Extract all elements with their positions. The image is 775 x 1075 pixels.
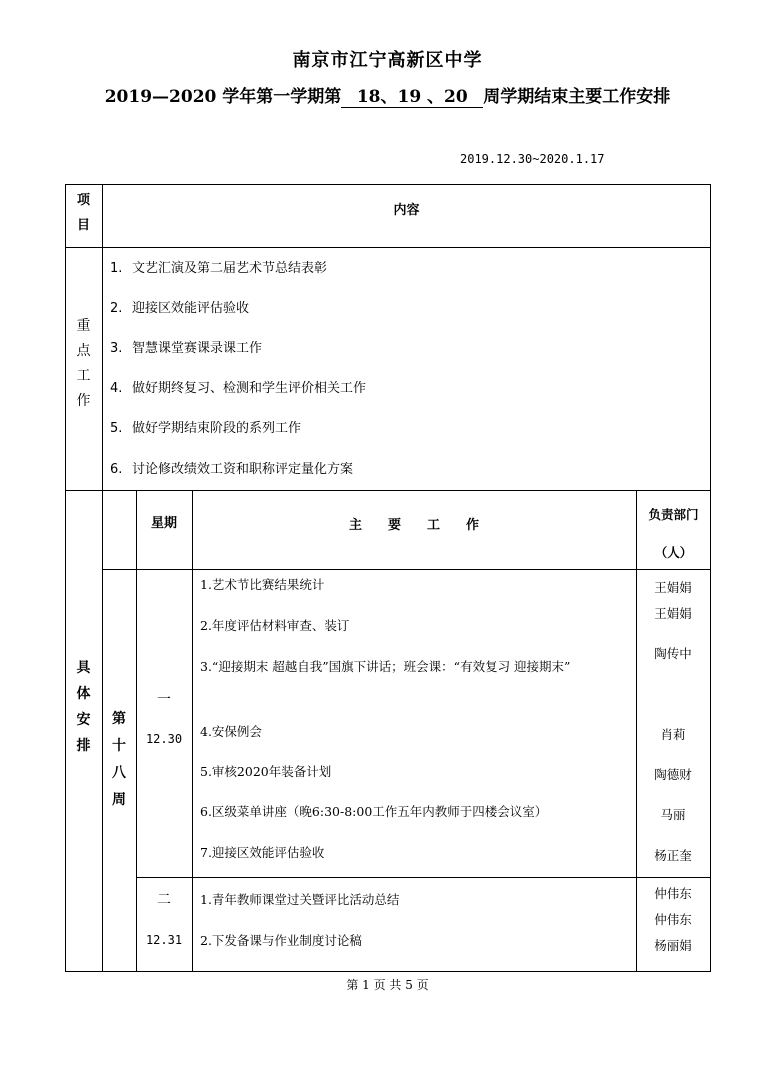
task-item: 2.年度评估材料审查、装订 <box>200 618 350 633</box>
item-col-header: 项 目 <box>76 193 90 233</box>
date-tuesday: 12.31 <box>145 933 183 947</box>
weekday-col-header: 星期 <box>150 516 177 531</box>
schedule-label: 具 体 安 排 <box>76 660 91 754</box>
school-name: 南京市江宁高新区中学 <box>292 50 483 71</box>
col-divider-weekday <box>192 490 193 972</box>
title-weeks: 18、19 、20 <box>341 82 483 108</box>
week-label: 第 十 八 周 <box>112 711 126 808</box>
resp-person: 王娟娟 <box>654 580 692 595</box>
weekday-monday: 一 <box>157 692 171 708</box>
resp-person: 仲伟东 <box>654 912 692 927</box>
resp-person: 马丽 <box>660 807 686 822</box>
title-prefix: 2019—2020 学年第一学期第 <box>104 87 342 107</box>
date-monday: 12.30 <box>145 732 183 746</box>
task-item: 5.审核2020年装备计划 <box>200 764 332 779</box>
key-work-item: 6. 讨论修改绩效工资和职称评定量化方案 <box>110 462 354 477</box>
key-work-item: 5. 做好学期结束阶段的系列工作 <box>110 421 302 436</box>
task-item: 3.“迎接期末 超越自我”国旗下讲话；班会课：“有效复习 迎接期末” <box>200 659 571 674</box>
task-item: 4.安保例会 <box>200 724 262 739</box>
key-work-item: 4. 做好期终复习、检测和学生评价相关工作 <box>110 381 367 396</box>
row-divider-day1 <box>136 877 711 878</box>
resp-person: 陶传中 <box>654 646 692 661</box>
resp-person: 杨丽娟 <box>654 938 692 953</box>
resp-person: 王娟娟 <box>654 606 692 621</box>
key-work-item: 2. 迎接区效能评估验收 <box>110 301 250 316</box>
page-footer: 第 1 页 共 5 页 <box>346 978 429 992</box>
title-suffix: 周学期结束主要工作安排 <box>483 87 671 107</box>
content-col-header: 内容 <box>393 203 420 218</box>
task-item: 6.区级菜单讲座（晚6:30-8:00工作五年内教师于四楼会议室） <box>200 804 548 819</box>
task-item: 2.下发备课与作业制度讨论稿 <box>200 933 362 948</box>
weekday-tuesday: 二 <box>157 892 171 908</box>
resp-person: 陶德财 <box>654 767 692 782</box>
resp-person: 杨正奎 <box>654 848 692 863</box>
key-work-item: 3. 智慧课堂赛课录课工作 <box>110 341 263 356</box>
task-item: 1.艺术节比赛结果统计 <box>200 577 325 592</box>
task-item: 7.迎接区效能评估验收 <box>200 845 325 860</box>
row-divider-subheader <box>102 569 711 570</box>
row-divider-header <box>65 247 711 248</box>
resp-col-header: 负责部门 （人） <box>648 507 699 560</box>
date-range: 2019.12.30~2020.1.17 <box>460 152 605 166</box>
resp-person: 仲伟东 <box>654 886 692 901</box>
resp-person: 肖莉 <box>660 727 686 742</box>
main-work-col-header: 主 要 工 作 <box>348 518 479 533</box>
row-divider-keywork <box>65 490 711 491</box>
col-divider-item <box>102 184 103 972</box>
key-work-label: 重 点 工 作 <box>76 318 91 409</box>
task-item: 1.青年教师课堂过关暨评比活动总结 <box>200 892 400 907</box>
key-work-item: 1. 文艺汇演及第二届艺术节总结表彰 <box>110 261 328 276</box>
document-title <box>0 82 775 108</box>
